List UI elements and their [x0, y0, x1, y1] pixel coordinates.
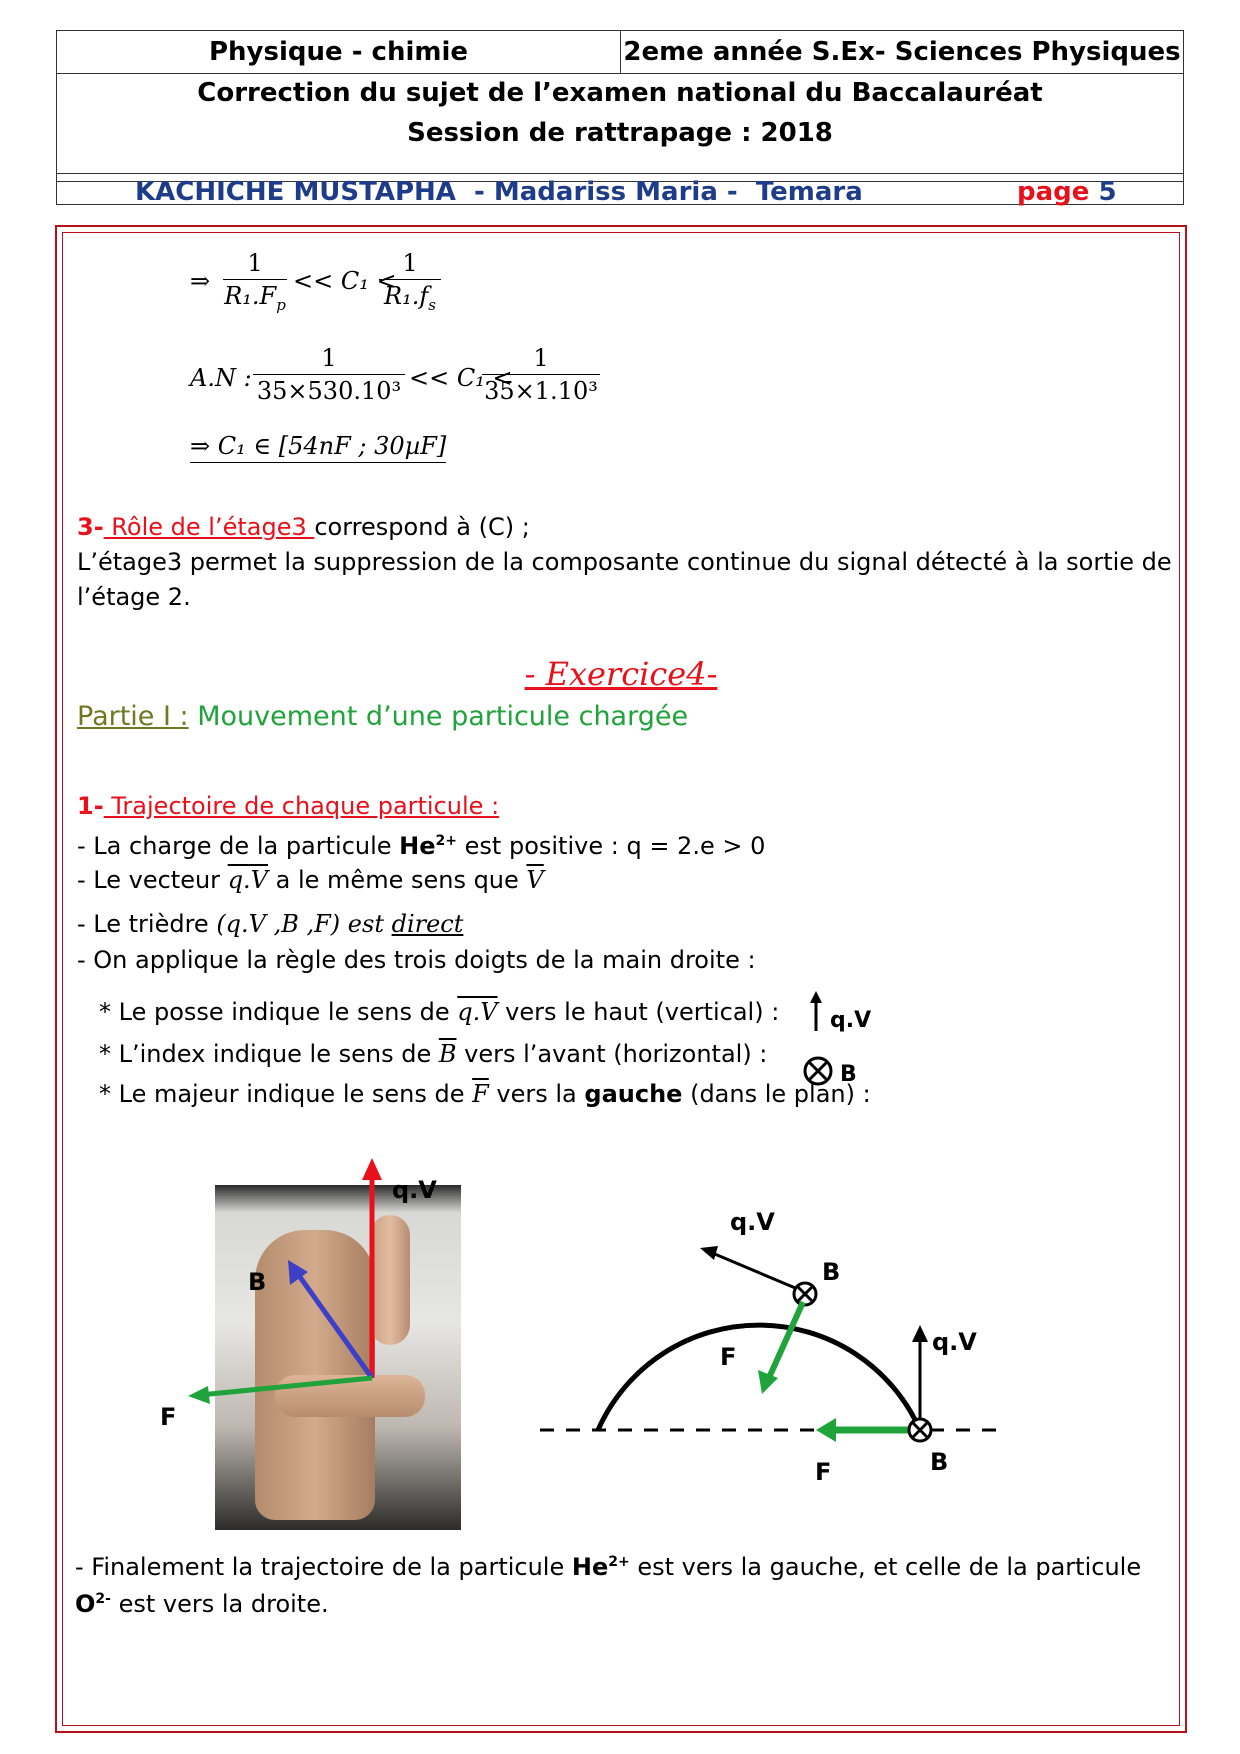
- gauche-word: gauche: [584, 1080, 683, 1108]
- half-circle-trajectory: [598, 1325, 920, 1430]
- q1-number: 1-: [77, 792, 104, 820]
- q1-label: Trajectoire de chaque particule :: [103, 792, 500, 820]
- header-divider: [57, 173, 1183, 174]
- f-bottom-label: F: [815, 1458, 832, 1486]
- f-arrow-label: F: [160, 1403, 177, 1431]
- legend-icons: [802, 989, 892, 1089]
- b-top-label: B: [822, 1258, 841, 1286]
- text: - La charge de la particule: [77, 832, 400, 860]
- text: est positive : q = 2.e > 0: [457, 832, 766, 860]
- text: vers la: [488, 1080, 585, 1108]
- author-line: KACHICHE MUSTAPHA - Madariss Maria - Temara: [135, 177, 863, 207]
- an-label: A.N :: [190, 364, 252, 392]
- text: - Le trièdre: [77, 910, 217, 938]
- text: * Le posse indique le sens de: [99, 998, 458, 1026]
- he-symbol: He: [399, 832, 436, 860]
- title-line-2: Session de rattrapage : 2018: [407, 118, 833, 148]
- he-charge: 2+: [435, 833, 458, 849]
- den-sub: s: [428, 295, 436, 314]
- qv-legend-label: q.V: [830, 1008, 872, 1033]
- header-row-author: [57, 177, 1183, 207]
- f-arrow-bottom: [816, 1418, 910, 1442]
- c1-result: ⇒ C₁ ∈ [54nF ; 30µF]: [190, 432, 446, 463]
- text: * L’index indique le sens de: [99, 1040, 439, 1068]
- qv-arrow-label: q.V: [392, 1176, 437, 1204]
- conclusion-line-2: [75, 1582, 329, 1622]
- text: * Le majeur indique le sens de: [99, 1080, 473, 1108]
- b-vector: $\overline{B}$: [438, 1040, 457, 1068]
- trajectory-diagram: [530, 1160, 1010, 1490]
- denominator: 35×1.10³: [484, 377, 598, 405]
- text: vers le haut (vertical) :: [497, 998, 780, 1026]
- f-arrow-top: [758, 1302, 803, 1394]
- page-number: [1017, 177, 1117, 207]
- den-sub: p: [276, 295, 286, 314]
- up-arrow-icon: [810, 991, 822, 1031]
- f-top-label: F: [720, 1343, 737, 1371]
- part-label: Partie I :: [77, 701, 189, 732]
- qv-vector: q.V: [457, 998, 498, 1026]
- sub-thumb: [99, 995, 779, 1030]
- b-cross-bottom-icon: [909, 1419, 931, 1441]
- b-legend-label: B: [840, 1062, 857, 1087]
- fraction-an-1: [253, 344, 405, 405]
- subject-cell: Physique - chimie: [57, 31, 621, 73]
- q3-rest: correspond à (C) ;: [314, 513, 530, 541]
- sub-middle: [99, 1077, 871, 1112]
- f-arrow-green: [188, 1378, 372, 1404]
- he-charge: 2+: [608, 1554, 630, 1570]
- b-bottom-label: B: [930, 1448, 949, 1476]
- b-arrow-label: B: [248, 1268, 267, 1296]
- qv-arrow-red: [362, 1158, 382, 1378]
- part-heading: [77, 699, 688, 734]
- f-vector: $\overline{F}$: [472, 1080, 489, 1108]
- inequality-c1: << C₁ <: [293, 267, 397, 295]
- den-text: R₁.F: [224, 282, 277, 310]
- den-text: R₁.f: [384, 282, 429, 310]
- fraction-an-2: [482, 344, 600, 405]
- fraction-1-over-r1fp: [223, 249, 287, 314]
- q3-heading: [77, 510, 530, 545]
- numerator: 1: [253, 344, 405, 375]
- denominator: [223, 280, 287, 314]
- text: a le même sens que: [268, 866, 527, 894]
- page-word: page: [1017, 177, 1090, 207]
- qv-top-label: q.V: [730, 1208, 775, 1236]
- bullet-vector: [77, 863, 544, 898]
- sub-index: [99, 1037, 767, 1072]
- text: vers l’avant (horizontal) :: [456, 1040, 768, 1068]
- q3-number: 3-: [77, 513, 104, 541]
- page-num: 5: [1098, 177, 1117, 207]
- denominator: 35×530.10³: [256, 377, 402, 405]
- inequality-c1-an: << C₁ <: [409, 364, 513, 392]
- direct-word: direct: [391, 910, 464, 938]
- qv-arrow-right: [912, 1325, 928, 1422]
- b-cross-top-icon: [794, 1283, 816, 1305]
- bullet-triedre: [77, 907, 463, 942]
- numerator: 1: [379, 249, 441, 280]
- level-cell: 2eme année S.Ex- Sciences Physiques: [623, 37, 1181, 67]
- conclusion-line-1: [75, 1545, 1141, 1585]
- text: est vers la gauche, et celle de la particule: [629, 1553, 1142, 1581]
- text: est vers la droite.: [110, 1590, 329, 1618]
- header-table: [56, 30, 1184, 205]
- implies-symbol-1: ⇒: [190, 267, 211, 295]
- header-row-title: [57, 73, 1183, 182]
- q3-line-2: L’étage3 permet la suppression de la composante continue du signal détecté à la sortie de: [77, 548, 1172, 576]
- he-symbol: He: [571, 1553, 609, 1581]
- b-arrow-blue: [288, 1260, 372, 1378]
- numerator: 1: [223, 249, 287, 280]
- numerator: 1: [482, 344, 600, 375]
- text: (dans le plan) :: [682, 1080, 871, 1108]
- o-symbol: O: [75, 1590, 96, 1618]
- denominator: [379, 280, 441, 314]
- part-title: Mouvement d’une particule chargée: [188, 701, 689, 732]
- fraction-1-over-r1fs: [379, 249, 441, 314]
- o-charge: 2-: [95, 1591, 111, 1607]
- triedre-math: (q.V ,B ,F) est: [216, 910, 392, 938]
- title-line-1: Correction du sujet de l’examen national du Baccalauréat: [197, 78, 1043, 108]
- q1-heading: [77, 789, 499, 824]
- qv-arrow-top: [700, 1246, 800, 1290]
- bullet-charge: [77, 824, 765, 864]
- q3-line-3: l’étage 2.: [77, 583, 191, 611]
- qv-right-label: q.V: [932, 1328, 977, 1356]
- header-row-top: [57, 31, 1183, 74]
- qv-vector: q.V: [227, 866, 269, 894]
- text: - Le vecteur: [77, 866, 228, 894]
- bullet-rule: - On applique la règle des trois doigts de la main droite :: [77, 946, 756, 974]
- exercise-title: - Exercice4-: [524, 655, 718, 693]
- hand-rule-arrows: [150, 1150, 480, 1450]
- q3-label: Rôle de l’étage3: [103, 513, 315, 541]
- cross-circle-icon: [805, 1058, 831, 1084]
- v-vector: $\overline{V}$: [526, 866, 544, 894]
- text: - Finalement la trajectoire de la particule: [75, 1553, 572, 1581]
